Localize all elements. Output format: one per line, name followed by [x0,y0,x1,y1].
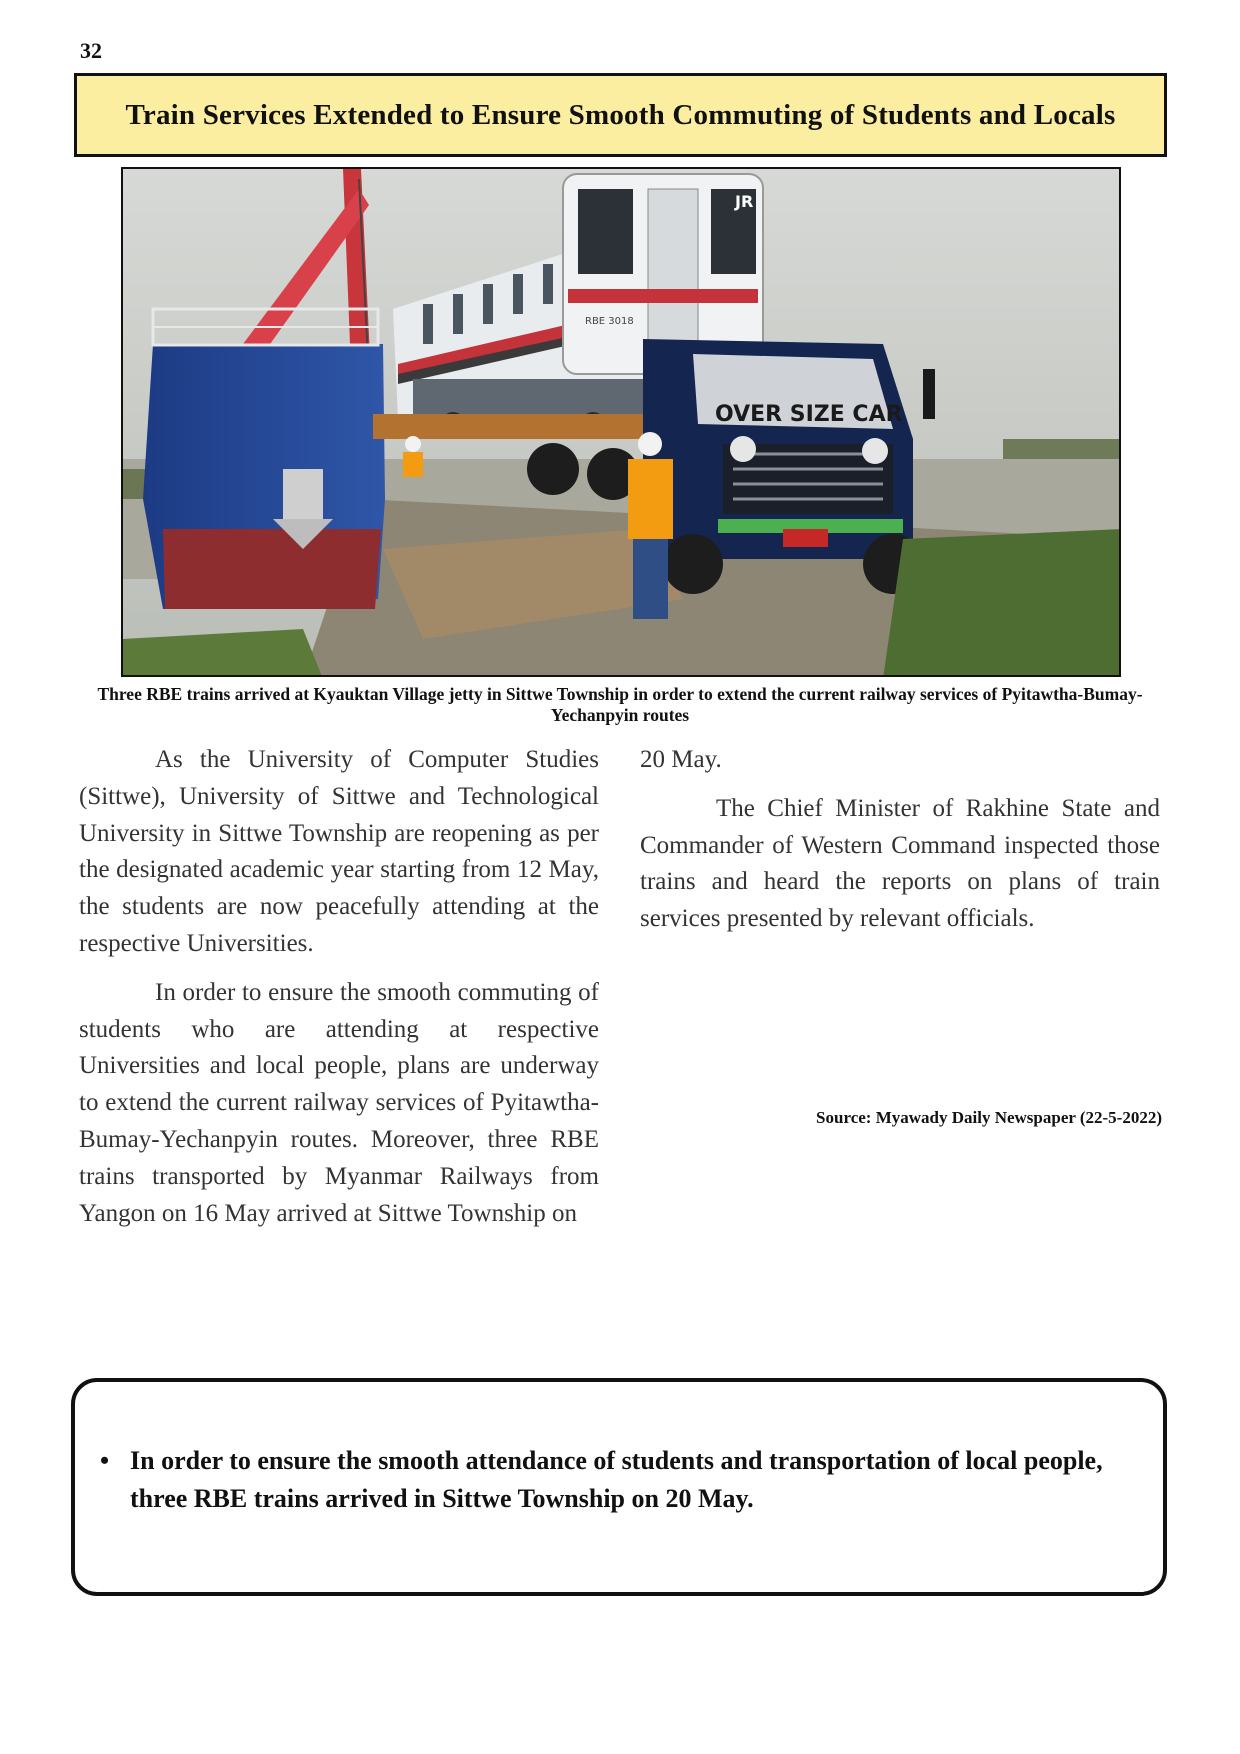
summary-bullet-item [100,1442,1150,1518]
train-number-label: RBE 3018 [585,316,634,327]
paragraph: As the University of Computer Studies (Sittwe), University of Sittwe and Technological University in Sittwe Township are reopening as per the designated academic year starting from 12 May, the students are now peacefully attending at the respective Universities. [79,746,599,957]
summary-text: In order to ensure the smooth attendance of students and transportation of local people, three RBE trains arrived in Sittwe Township on 20 May. [130,1446,1103,1513]
body-column-left [79,742,599,1232]
photo-caption: Three RBE trains arrived at Kyauktan Village jetty in Sittwe Township in order to extend the current railway services of Pyitawtha-Bumay-Yechanpyin routes [97,684,1143,725]
summary-box [71,1378,1167,1596]
paragraph: The Chief Minister of Rakhine State and Commander of Western Command inspected those trains and heard the reports on plans of train services presented by relevant officials. [640,794,1160,933]
source-credit: Source: Myawady Daily Newspaper (22-5-2022) [816,1108,1162,1127]
truck-sign-text: OVER SIZE CAR [715,402,903,427]
article-title: Train Services Extended to Ensure Smooth Commuting of Students and Locals [125,98,1116,131]
paragraph-continuation: 20 May. [640,746,722,773]
news-photo [121,167,1121,677]
bullet-icon: • [100,1446,110,1475]
paragraph: In order to ensure the smooth commuting of students who are attending at respective Universities and local people, plans are underway to extend the current railway services of Pyitawtha-Bumay-Yechanpyin routes. Moreover, three RBE trains transported by Myanmar Railways from Yangon on 16 May arrived at Sittwe Township on [79,978,599,1227]
body-column-right [640,742,1160,938]
train-unloading-photo [123,169,1121,677]
page-number: 32 [80,38,102,63]
title-banner [74,73,1167,157]
jr-logo: JR [735,192,754,211]
